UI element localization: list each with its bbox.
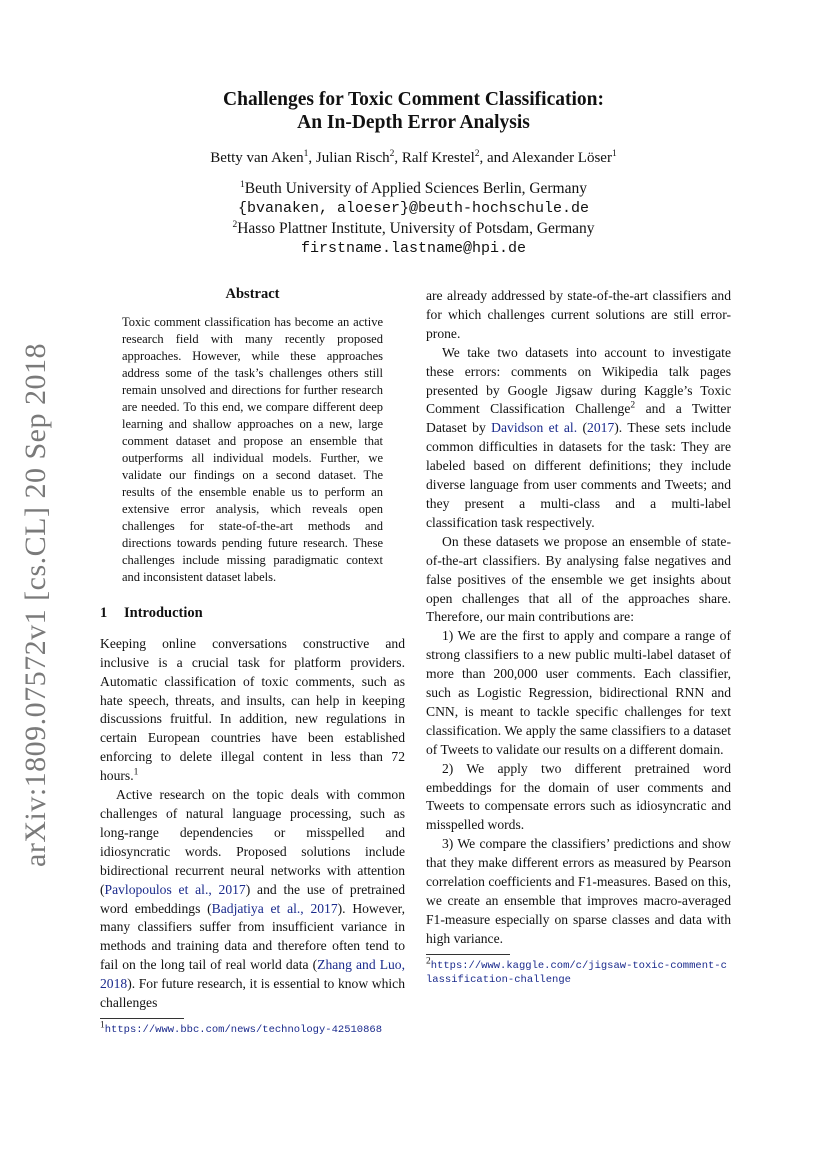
affiliation-mark: 2 [232,219,238,230]
affiliation-1 [0,179,827,199]
paragraph-text: Keeping online conversations constructive and inclusive is a crucial task for platform providers. Automatic classification of toxic comments, such as hate speech, threats, and insults, can help in keeping discussions fruitful. In addition, new regulations in certain European countries have been established enforcing to delete illegal content in less than 72 hours. [100,635,405,784]
author-list: Betty van Aken$^1$, Julian Risch$^2$, Ralf Krestel$^2$, and Alexander Löser$^1$ [210,149,617,166]
author-affiliation-mark: 1 [303,149,309,159]
title-line-2: An In-Depth Error Analysis [297,112,530,133]
arxiv-identifier: arXiv:1809.07572v1 [cs.CL] 20 Sep 2018 [19,343,52,867]
right-column [426,287,731,987]
author-affiliation-mark: 2 [389,149,395,159]
section-title: Introduction [124,604,203,621]
author-name: Betty van Aken [210,150,304,166]
author-affiliation-mark: 2 [474,149,480,159]
affiliations [0,179,827,259]
footnote-divider [426,954,510,955]
footnote-url-link[interactable]: https://www.bbc.com/news/technology-42510868 [104,1023,382,1036]
author-name: Ralf Krestel [401,150,475,166]
right-paragraph-1: are already addressed by state-of-the-art classifiers and for which challenges current solutions are still error-prone. [426,288,731,341]
paragraph-text: ) and the use of pretrained word embeddings ( [100,881,405,916]
citation-link[interactable]: Zhang and Luo, 2018 [100,957,405,992]
footnote-mark: 1 [100,1020,105,1031]
citation-link[interactable]: Badjatiya et al., 2017 [211,900,338,916]
footnote-1 [100,1020,405,1037]
paper-title [0,88,827,134]
footnote-url-link[interactable]: https://www.kaggle.com/c/jigsaw-toxic-comment-classification-challenge [426,959,727,986]
title-line-1: Challenges for Toxic Comment Classification: [223,89,604,110]
paragraph-text: ). For future research, it is essential to know which challenges [100,976,405,1011]
paragraph-text: and a Twitter Dataset by [426,401,731,436]
paragraph-text: We take two datasets into account to investigate these errors: comments on Wikipedia talk pages presented by Google Jigsaw during Kaggle’s Toxic Comment Classification Challenge [426,344,731,417]
intro-paragraph-1 [100,635,405,786]
footnote-mark: 2 [426,956,431,967]
footnote-divider [100,1018,184,1019]
footnote-2 [426,956,731,987]
left-column [100,285,405,1037]
contribution-2: 2) We apply two different pretrained word embeddings for the domain of user comments and Tweets to compensate errors such as idiosyncratic and misspelled words. [426,760,731,833]
author-name: Alexander Löser [511,150,612,166]
section-number: 1 [100,604,108,621]
section-heading-introduction [100,604,405,623]
abstract-text: Toxic comment classification has become an active research field with many recently proposed approaches. However, while these approaches address some of the task’s challenges others still remain unsolved and directions for further research are needed. To this end, we compare different deep learning and shallow approaches on a new, large comment dataset and propose an ensemble that outperforms all individual models. Further, we validate our findings on a second dataset. The results of the ensemble enable us to perform an extensive error analysis, which reveals open challenges for state-of-the-art methods and directions towards pending future research. These challenges include missing paradigmatic context and inconsistent dataset labels. [122,314,383,584]
paragraph-text: Active research on the topic deals with common challenges of natural language processing, such as long-range dependencies or misspelled and idiosyncratic words. Proposed solutions include bidirectional recurrent neural networks with attention ( [100,787,405,897]
citation-year-link[interactable]: 2017 [587,420,615,436]
intro-paragraph-2 [100,786,405,1013]
contribution-1: 1) We are the first to apply and compare a range of strong classifiers to a new public multi-label dataset of more than 200,000 user comments. Each classifier, such as Logistic Regression, bidirectional RNN and CNN, is meant to tackle specific challenges for text classification. We apply the same classifiers to a dataset of Tweets to validate our results on a different domain. [426,628,731,757]
paper-header [0,88,827,259]
affiliation-2-email: firstname.lastname@hpi.de [300,240,527,257]
abstract-heading: Abstract [225,286,280,302]
footnote-marker: 2 [630,400,636,411]
citation-link[interactable]: Davidson et al. [491,420,578,436]
author-affiliation-mark: 1 [611,149,617,159]
author-name: Julian Risch [315,150,390,166]
affiliation-name: Beuth University of Applied Sciences Berlin, Germany [244,180,587,197]
citation-link[interactable]: Pavlopoulos et al., 2017 [104,881,246,897]
contribution-3: 3) We compare the classifiers’ predictions and show that they make different errors as measured by Pearson correlation coefficients and F1-measures. Based on this, we create an ensemble that improves macro-averaged F1-measure especially on sparse classes and data with high variance. [426,836,731,946]
paragraph-text: ). However, many classifiers suffer from insufficient variance in methods and training data and therefore often tend to fail on the long tail of real world data ( [100,900,405,973]
affiliation-1-email: {bvanaken, aloeser}@beuth-hochschule.de [237,200,590,217]
affiliation-name: Hasso Plattner Institute, University of Potsdam, Germany [237,220,595,237]
affiliation-mark: 1 [240,179,245,190]
right-paragraph-3: On these datasets we propose an ensemble of state-of-the-art classifiers. By analysing false negatives and false positives of the ensemble we get insights about open challenges that all of the approaches share. Therefore, our main contributions are: [426,533,731,625]
paragraph-text: . These sets include common difficulties in datasets for the task: They are labeled based on different definitions; they include diverse language from user comments and Tweets; and they present a multi-class and a multi-label classification task respectively. [426,420,731,530]
footnote-marker: 1 [133,767,139,778]
affiliation-2 [0,219,827,239]
right-paragraph-2: We take two datasets into account to investigate these errors: comments on Wikipedia talk pages presented by Google Jigsaw during Kaggle’s Toxic Comment Classification Challenge$^2$ and a Twitter Dataset by Davidson et al. (2017). These sets include common difficulties in datasets for the task: They are labeled based on different definitions; they include diverse language from user comments and Tweets; and they present a multi-class and a multi-label classification task respectively. [426,344,731,530]
